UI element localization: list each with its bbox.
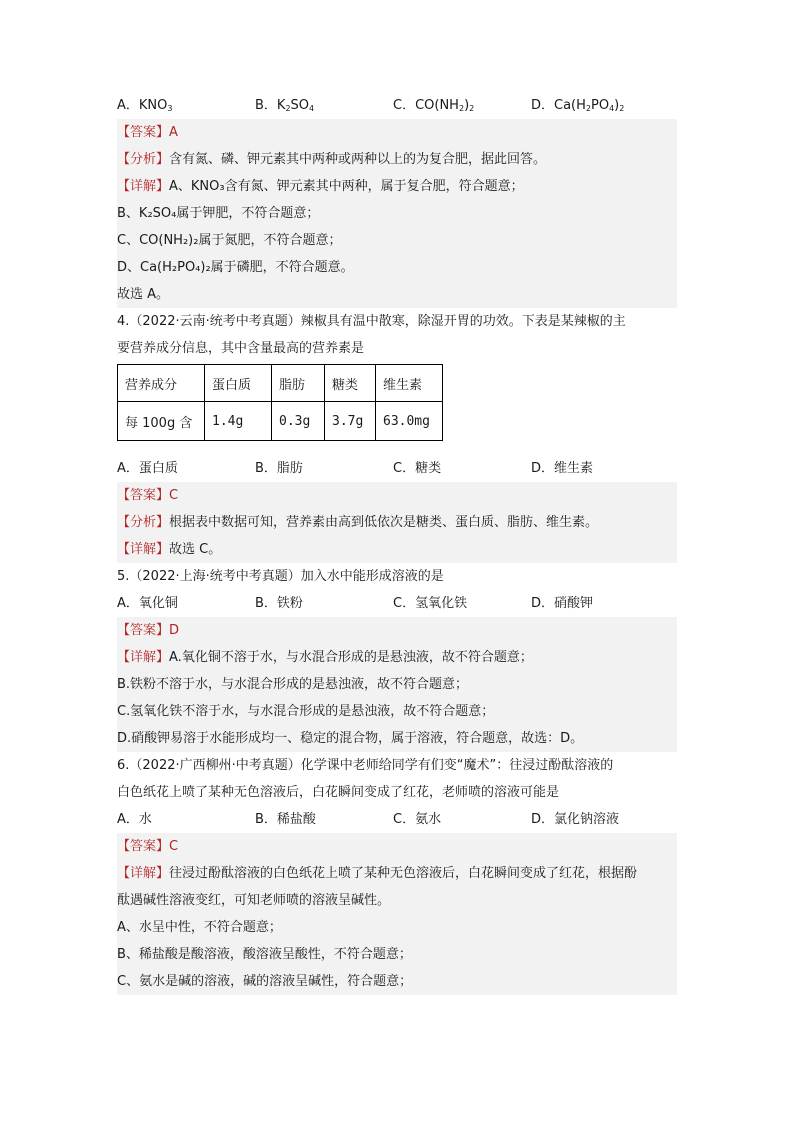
q5-option-b: B．铁粉 <box>255 596 303 611</box>
q6-detail-a: A、水呈中性，不符合题意； <box>117 914 677 941</box>
q5-option-d: D．硝酸钾 <box>531 596 594 611</box>
q3-option-c: C．$CO(NH_2)_2$ <box>393 98 475 113</box>
table-header-cell: 脂肪 <box>272 365 325 402</box>
table-cell: 每 100g 含 <box>118 402 205 441</box>
q6-detail-c: C、氨水是碱的溶液，碱的溶液呈碱性，符合题意； <box>117 968 677 995</box>
q4-stem-line-1: 4.（2022·云南·统考中考真题）辣椒具有温中散寒，除湿开胃的功效。下表是某辣椒的主 <box>117 314 626 329</box>
q6-options <box>117 806 677 833</box>
nutrition-table <box>117 364 443 441</box>
q6-detail-b: B、稀盐酸是酸溶液，酸溶液呈酸性，不符合题意； <box>117 941 677 968</box>
table-header-cell: 营养成分 <box>118 365 205 402</box>
q5-stem: 5.（2022·上海·统考中考真题）加入水中能形成溶液的是 <box>117 569 444 584</box>
q4-answer: 【答案】C <box>117 482 677 509</box>
q5-detail-c: C.氢氧化铁不溶于水，与水混合形成的是悬浊液，故不符合题意； <box>117 698 677 725</box>
q5-options <box>117 590 677 617</box>
q4-option-d: D．维生素 <box>531 461 594 476</box>
q4-detail: 【详解】故选 C。 <box>117 536 677 563</box>
q5-answer: 【答案】D <box>117 617 677 644</box>
table-header-cell: 糖类 <box>325 365 376 402</box>
q3-detail-b: B、K₂SO₄属于钾肥，不符合题意； <box>117 200 677 227</box>
q4-stem-line-2: 要营养成分信息，其中含量最高的营养素是 <box>117 341 365 356</box>
q5-detail-b: B.铁粉不溶于水，与水混合形成的是悬浊液，故不符合题意； <box>117 671 677 698</box>
table-header-cell: 维生素 <box>376 365 443 402</box>
q6-detail-line-1: 【详解】往浸过酚酞溶液的白色纸花上喷了某种无色溶液后，白花瞬间变成了红花，根据酚 <box>117 860 677 887</box>
table-header-cell: 蛋白质 <box>205 365 272 402</box>
q4-option-a: A．蛋白质 <box>117 461 178 476</box>
q4-option-c: C．糖类 <box>393 461 442 476</box>
q3-options <box>117 92 677 119</box>
q3-option-b: B．$K_2SO_4$ <box>255 98 315 113</box>
q3-analysis: 【分析】含有氮、磷、钾元素其中两种或两种以上的为复合肥，据此回答。 <box>117 146 677 173</box>
table-row <box>118 402 443 441</box>
table-cell: 3.7g <box>325 402 376 441</box>
q4-options <box>117 455 677 482</box>
table-cell: 0.3g <box>272 402 325 441</box>
q5-detail-d: D.硝酸钾易溶于水能形成均一、稳定的混合物，属于溶液，符合题意，故选：D。 <box>117 725 677 752</box>
q3-detail-c: C、CO(NH₂)₂属于氮肥，不符合题意； <box>117 227 677 254</box>
q6-option-b: B．稀盐酸 <box>255 812 316 827</box>
q3-answer: 【答案】A <box>117 119 677 146</box>
q3-detail-a: 【详解】A、KNO₃含有氮、钾元素其中两种，属于复合肥，符合题意； <box>117 173 677 200</box>
q6-stem-line-1: 6.（2022·广西柳州·中考真题）化学课中老师给同学有们变“魔术”：往浸过酚酞溶液的 <box>117 758 614 773</box>
table-cell: 63.0mg <box>376 402 443 441</box>
q6-answer: 【答案】C <box>117 833 677 860</box>
document-page <box>117 92 677 995</box>
q6-option-d: D．氯化钠溶液 <box>531 812 620 827</box>
q6-option-c: C．氨水 <box>393 812 442 827</box>
q5-detail-a: 【详解】A.氧化铜不溶于水，与水混合形成的是悬浊液，故不符合题意； <box>117 644 677 671</box>
table-cell: 1.4g <box>205 402 272 441</box>
q3-option-a: A．$KNO_3$ <box>117 98 173 113</box>
q6-option-a: A．水 <box>117 812 152 827</box>
q3-conclusion: 故选 A。 <box>117 281 677 308</box>
q6-stem-line-2: 白色纸花上喷了某种无色溶液后，白花瞬间变成了红花，老师喷的溶液可能是 <box>117 785 560 800</box>
table-header-row <box>118 365 443 402</box>
q5-option-a: A．氧化铜 <box>117 596 178 611</box>
q4-analysis: 【分析】根据表中数据可知，营养素由高到低依次是糖类、蛋白质、脂肪、维生素。 <box>117 509 677 536</box>
q6-detail-line-2: 酞遇碱性溶液变红，可知老师喷的溶液呈碱性。 <box>117 887 677 914</box>
q5-option-c: C．氢氧化铁 <box>393 596 468 611</box>
q3-detail-d: D、Ca(H₂PO₄)₂属于磷肥，不符合题意。 <box>117 254 677 281</box>
q4-option-b: B．脂肪 <box>255 461 303 476</box>
q3-option-d: D．$Ca(H_2PO_4)_2$ <box>531 98 625 113</box>
